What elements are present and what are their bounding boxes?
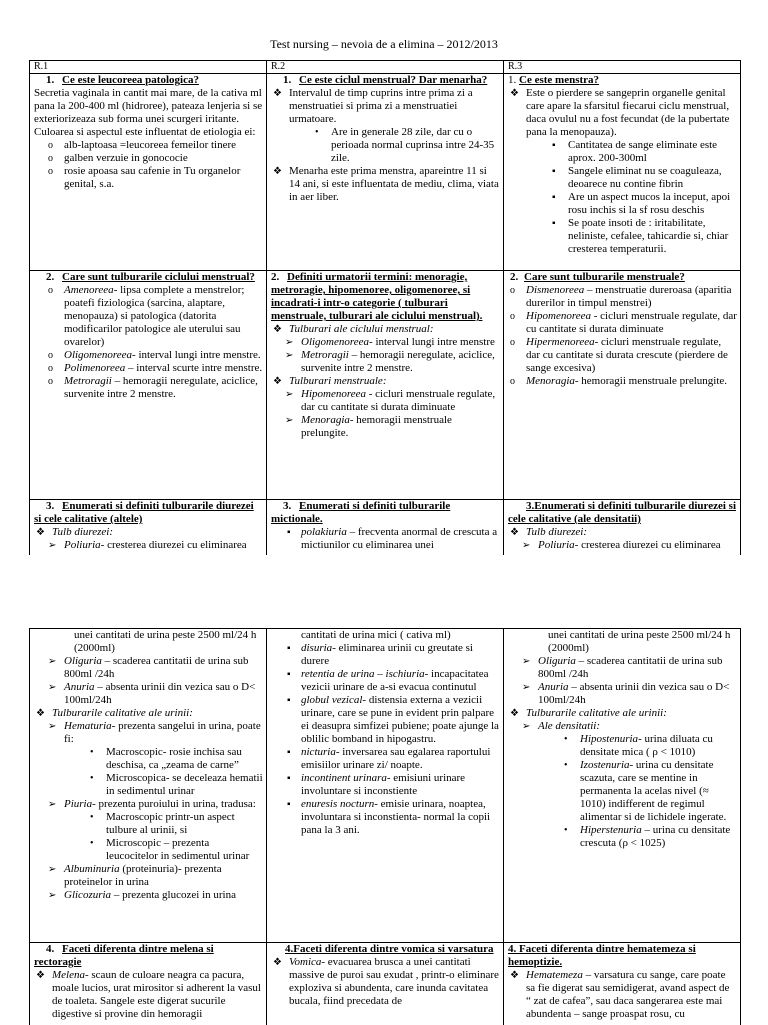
- text: Culoarea si aspectul este influentat de etiologia ei:: [34, 126, 256, 138]
- list-item: o rosie apoasa sau cafenie in Tu organelor genital, s.a.: [48, 165, 241, 190]
- question-row-3-continued: [30, 629, 741, 943]
- list-item: o Menoragia- hemoragii menstruale prelungite.: [510, 375, 728, 387]
- header-r1: R.1: [30, 61, 267, 73]
- answer-table-part2: [29, 628, 741, 1025]
- list-item: ❖ Menarha este prima menstra, apareintre 11 si 14 ani, si este influentata de mediu, clima, viata in aer liber.: [273, 165, 499, 203]
- list-item: ❖ Vomica- evacuarea brusca a unei cantitati massive de puroi sau exudat , printr-o eliminare exploziva si abundenta, care inunda cavitatea bucala, fiind precedata de: [273, 956, 499, 1007]
- list-item: ➢ Menoragia- hemoragii menstruale prelungite.: [285, 414, 452, 439]
- r2-answer-1: 1. Ce este ciclul menstrual? Dar menarha? ❖ Intervalul de timp cuprins intre prima zi a menstruatiei si prima zi a menstruatiei urmatoare. • Are in generale 28 zile, dar cu o perioada normal cuprinsa intre 24-35 zile. ❖ Menarha este prima menstra, apareintre 11 si 14 ani, si este influentata de mediu, clima, viata in aer liber.: [267, 74, 504, 270]
- r3-question-3: 3.Enumerati si definiti tulburarile diurezei si cele calitative (ale densitatii): [508, 500, 737, 525]
- text: Secretia vaginala in cantit mai mare, de la cativa ml pana la 200-400 ml (hidroree), pateaza lenjeria si se exteriorizeaza sub forma unei scurgeri iritante.: [34, 87, 263, 125]
- list-item: • Microscopic – prezenta leucocitelor in sedimentul urinar: [90, 837, 250, 862]
- r3-question-2: Care sunt tulburarile menstruale?: [524, 271, 685, 283]
- r1-question-2: Care sunt tulburarile ciclului menstrual?: [62, 271, 255, 283]
- question-row-3: [30, 500, 741, 555]
- list-item: ➢ Albuminuria (proteinuria)- prezenta proteinelor in urina: [48, 863, 222, 888]
- r1-question-3: Enumerati si definiti tulburarile diurezei si cele calitative (altele): [34, 500, 254, 525]
- list-item: ➢ Hematuria- prezenta sangelui in urina, poate fi:: [48, 720, 261, 745]
- r2-question-4: 4.Faceti diferenta dintre vomica si varsatura: [285, 943, 494, 955]
- list-item: • Macroscopic printr-un aspect tulbure al urinii, si: [90, 811, 235, 836]
- r3-answer-2: 2. Care sunt tulburarile menstruale? o Dismenoreea – menstruatie dureroasa (aparitia durerilor in timpul menstrei) o Hipomenoreea - cicluri menstruale regulate, dar cu cantitate si durata diminuate o Hipermenoreea- cicluri menstruale regulate, dar cu cantitate si durata crescute (pierdere de sange excesiva) o Menoragia- hemoragii menstruale prelungite.: [504, 271, 741, 499]
- r2-answer-4: [267, 943, 504, 1025]
- list-item: ❖ Tulburarile calitative ale urinii:: [510, 707, 667, 719]
- list-item: ▪ Se poate insoti de : iritabilitate, neliniste, cefalee, tahicardie si, chiar cresterea temperaturii.: [552, 217, 729, 255]
- list-item: o Hipomenoreea - cicluri menstruale regulate, dar cu cantitate si durata diminuate: [510, 310, 737, 335]
- list-item: o Oligomenoreea- interval lungi intre menstre.: [48, 349, 261, 361]
- list-item: o Polimenoreea – interval scurte intre menstre.: [48, 362, 263, 374]
- r1-question-1: Ce este leucoreea patologica?: [62, 74, 199, 86]
- list-item: • Microscopica- se deceleaza hematii in sedimentul urinar: [90, 772, 263, 797]
- r1-answer-3: 3. Enumerati si definiti tulburarile diurezei si cele calitative (altele) ❖ Tulb diurezei: ➢ Poliuria- cresterea diurezei cu eliminarea: [30, 500, 267, 555]
- list-item: • Hiperstenuria – urina cu densitate crescuta (ρ < 1025): [564, 824, 731, 849]
- list-item: o Metroragii – hemoragii neregulate, aciclice, survenite intre 2 menstre.: [48, 375, 258, 400]
- list-item: ➢ Anuria – absenta urinii din vezica sau o D< 100ml/24h: [48, 681, 256, 706]
- question-row-4: [30, 943, 741, 1025]
- list-item: ▪ enuresis nocturn- emisie urinara, noaptea, involuntara si inconstienta- normal la copii pana la 3 ani.: [287, 798, 491, 836]
- list-item: unei cantitati de urina peste 2500 ml/24 h (2000ml): [548, 629, 731, 654]
- r3-answer-3-cont: [504, 629, 741, 942]
- r1-answer-1: 1. Ce este leucoreea patologica? Secretia vaginala in cantit mai mare, de la cativa ml pana la 200-400 ml (hidroree), pateaza lenjeria si se exteriorizeaza sub forma unei scurgeri iritante. Culoarea si aspectul este influentat de etiologia ei: o alb-laptoasa =leucoreea femeilor tinere o galben verzuie in gonococie o rosie apoasa sau cafenie in Tu organelor genital, s.a.: [30, 74, 267, 270]
- list-item: ❖ Tulburari menstruale:: [273, 375, 387, 387]
- list-item: ▪ disuria- eliminarea urinii cu greutate si durere: [287, 642, 473, 667]
- list-item: o Dismenoreea – menstruatie dureroasa (aparitia durerilor in timpul menstrei): [510, 284, 732, 309]
- list-item: ▪ polakiuria – frecventa anormal de crescuta a mictiunilor cu eliminarea unei: [287, 526, 498, 551]
- list-item: o Hipermenoreea- cicluri menstruale regulate, dar cu cantitate si durata crescute (pierdere de sange excesiva): [510, 336, 728, 374]
- list-item: ➢ Metroragii – hemoragii neregulate, aciclice, survenite intre 2 menstre.: [285, 349, 495, 374]
- list-item: ▪ globul vezical- distensia externa a vezicii urinare, care se pune in evident prin palpare ei deasupra simfizei pubiene; poate ajunge la oblilic bomband in hipogastru.: [287, 694, 499, 745]
- list-item: ❖ Este o pierdere se sangeprin organelle genital care apare la sfarsitul fiecarui ciclu menstrual, daca ovulul nu a fost fecundat (de la pubertate pana la menopauza).: [510, 87, 730, 138]
- list-item: ▪ nicturia- inversarea sau egalarea raportului emisiilor urinare zi/ noapte.: [287, 746, 491, 771]
- list-item: ❖ Hematemeza – varsatura cu sange, care poate sa fie digerat sau semidigerat, avand aspect de “ zat de cafea”, sau daca sangerarea este mai abundenta – sange proaspat rosu, cu: [510, 969, 730, 1020]
- answer-table-part1: [29, 60, 741, 555]
- r3-answer-1: 1. Ce este menstra? ❖ Este o pierdere se sangeprin organelle genital care apare la sfarsitul fiecarui ciclu menstrual, daca ovulul nu a fost fecundat (de la pubertate pana la menopauza). ▪ Cantitatea de sange eliminate este aprox. 200-300ml ▪ Sangele eliminat nu se coaguleaza, deoarece nu contine fibrin ▪ Are un aspect mucos la inceput, apoi rosu inchis si la sf rosu deschis ▪ Se poate insoti de : iritabilitate, neliniste, cefalee, tahicardie si, chiar cresterea temperaturii.: [504, 74, 741, 270]
- list-item: • Hipostenuria- urina diluata cu densitate mica ( ρ < 1010): [564, 733, 713, 758]
- list-item: ▪ retentia de urina – ischiuria- incapacitatea vezicii urinare de a-si evacua continutul: [287, 668, 489, 693]
- header-r3: R.3: [504, 61, 741, 73]
- list-item: ▪ Sangele eliminat nu se coaguleaza, deoarece nu contine fibrin: [552, 165, 722, 190]
- list-item: o galben verzuie in gonococie: [48, 152, 188, 164]
- list-item: ❖ Tulburari ale ciclului menstrual:: [273, 323, 434, 335]
- r1-question-4: Faceti diferenta dintre melena si rectoragie: [34, 943, 214, 968]
- list-item: ➢ Glicozuria – prezenta glucozei in urina: [48, 889, 236, 901]
- list-item: ➢ Poliuria- cresterea diurezei cu eliminarea: [522, 539, 721, 551]
- r2-question-2: Definiti urmatorii termini: menoragie, metroragie, hipomenoree, oligomenoree, si incadrati-i intr-o categorie ( tulburari menstruale, tulburari ale ciclului menstrual).: [271, 271, 483, 322]
- r1-answer-4: 4. Faceti diferenta dintre melena si rectoragie ❖ Melena- scaun de culoare neagra ca pacura, moale lucios, urat mirositor si adherent la vasul de toaleta. Sangele este digerat sucurile digestive si provine din hemoragii: [30, 943, 267, 1025]
- r2-question-1: Ce este ciclul menstrual? Dar menarha?: [299, 74, 488, 86]
- list-item: ➢ Poliuria- cresterea diurezei cu eliminarea: [48, 539, 247, 551]
- list-item: o Amenoreea- lipsa complete a menstrelor; poatefi fiziologica (sarcina, alaptare, menopauza) si patologica (datorita modificarilor patologice ale uterului sau ovarelor): [48, 284, 245, 348]
- list-item: • Macroscopic- rosie inchisa sau deschisa, ca „zeama de carne”: [90, 746, 242, 771]
- list-item: ▪ Are un aspect mucos la inceput, apoi rosu inchis si la sf rosu deschis: [552, 191, 731, 216]
- list-item: ▪ incontinent urinara- emisiuni urinare involuntare si inconstiente: [287, 772, 466, 797]
- list-item: ▪ Cantitatea de sange eliminate este aprox. 200-300ml: [552, 139, 718, 164]
- list-item: ➢ Oligomenoreea- interval lungi intre menstre: [285, 336, 495, 348]
- r3-question-4: 4. Faceti diferenta dintre hematemeza si hemoptizie.: [508, 943, 696, 968]
- list-item: ➢ Piuria- prezenta puroiului in urina, tradusa:: [48, 798, 256, 810]
- r3-answer-4: [504, 943, 741, 1025]
- page-title: Test nursing – nevoia de a elimina – 2012/2013: [270, 37, 498, 51]
- r2-answer-3-cont: [267, 629, 504, 942]
- list-item: ❖ Tulburarile calitative ale urinii:: [36, 707, 193, 719]
- list-item: cantitati de urina mici ( cativa ml): [301, 629, 451, 641]
- list-item: ❖ Tulb diurezei:: [36, 526, 114, 538]
- header-r2: R.2: [267, 61, 504, 73]
- list-item: ➢ Ale densitatii:: [522, 720, 601, 732]
- list-item: ➢ Hipomenoreea - cicluri menstruale regulate, dar cu cantitate si durata diminuate: [285, 388, 496, 413]
- table-header-row: [30, 61, 741, 74]
- list-item: ➢ Anuria – absenta urinii din vezica sau o D< 100ml/24h: [522, 681, 730, 706]
- list-item: ➢ Oliguria – scaderea cantitatii de urina sub 800ml /24h: [48, 655, 249, 680]
- list-item: ❖ Tulb diurezei:: [510, 526, 588, 538]
- r2-answer-3: 3. Enumerati si definiti tulburarile mictionale. ▪ polakiuria – frecventa anormal de crescuta a mictiunilor cu eliminarea unei: [267, 500, 504, 555]
- r2-question-3: Enumerati si definiti tulburarile mictionale.: [271, 500, 451, 525]
- r1-answer-2: 2. Care sunt tulburarile ciclului menstrual? o Amenoreea- lipsa complete a menstrelor; poatefi fiziologica (sarcina, alaptare, menopauza) si patologica (datorita modificarilor patologice ale uterului sau ovarelor) o Oligomenoreea- interval lungi intre menstre. o Polimenoreea – interval scurte intre menstre. o Metroragii – hemoragii neregulate, aciclice, survenite intre 2 menstre.: [30, 271, 267, 499]
- list-item: o alb-laptoasa =leucoreea femeilor tinere: [48, 139, 237, 151]
- list-item: unei cantitati de urina peste 2500 ml/24 h (2000ml): [74, 629, 257, 654]
- r3-question-1: Ce este menstra?: [519, 74, 600, 86]
- list-item: ➢ Oliguria – scaderea cantitatii de urina sub 800ml /24h: [522, 655, 723, 680]
- list-item: ❖ Melena- scaun de culoare neagra ca pacura, moale lucios, urat mirositor si adherent la vasul de toaleta. Sangele este digerat sucurile digestive si provine din hemoragii: [36, 969, 261, 1020]
- question-row-1: [30, 74, 741, 271]
- r1-answer-3-cont: [30, 629, 267, 942]
- list-item: • Izostenuria- urina cu densitate scazuta, care se mentine in permanenta la acelas nivel (≈ 1010) indifferent de regimul alimentar si de lichidele ingerate.: [564, 759, 727, 823]
- r2-answer-2: 2. Definiti urmatorii termini: menoragie, metroragie, hipomenoree, oligomenoree, si incadrati-i intr-o categorie ( tulburari menstruale, tulburari ale ciclului menstrual). ❖ Tulburari ale ciclului menstrual: ➢ Oligomenoreea- interval lungi intre menstre ➢ Metroragii – hemoragii neregulate, aciclice, survenite intre 2 menstre. ❖ Tulburari menstruale: ➢ Hipomenoreea - cicluri menstruale regulate, dar cu cantitate si durata diminuate ➢ Menoragia- hemoragii menstruale prelungite.: [267, 271, 504, 499]
- list-item: • Are in generale 28 zile, dar cu o perioada normal cuprinsa intre 24-35 zile.: [315, 126, 495, 164]
- question-row-2: [30, 271, 741, 500]
- r3-answer-3: [504, 500, 741, 555]
- list-item: ❖ Intervalul de timp cuprins intre prima zi a menstruatiei si prima zi a menstruatiei urmatoare.: [273, 87, 473, 125]
